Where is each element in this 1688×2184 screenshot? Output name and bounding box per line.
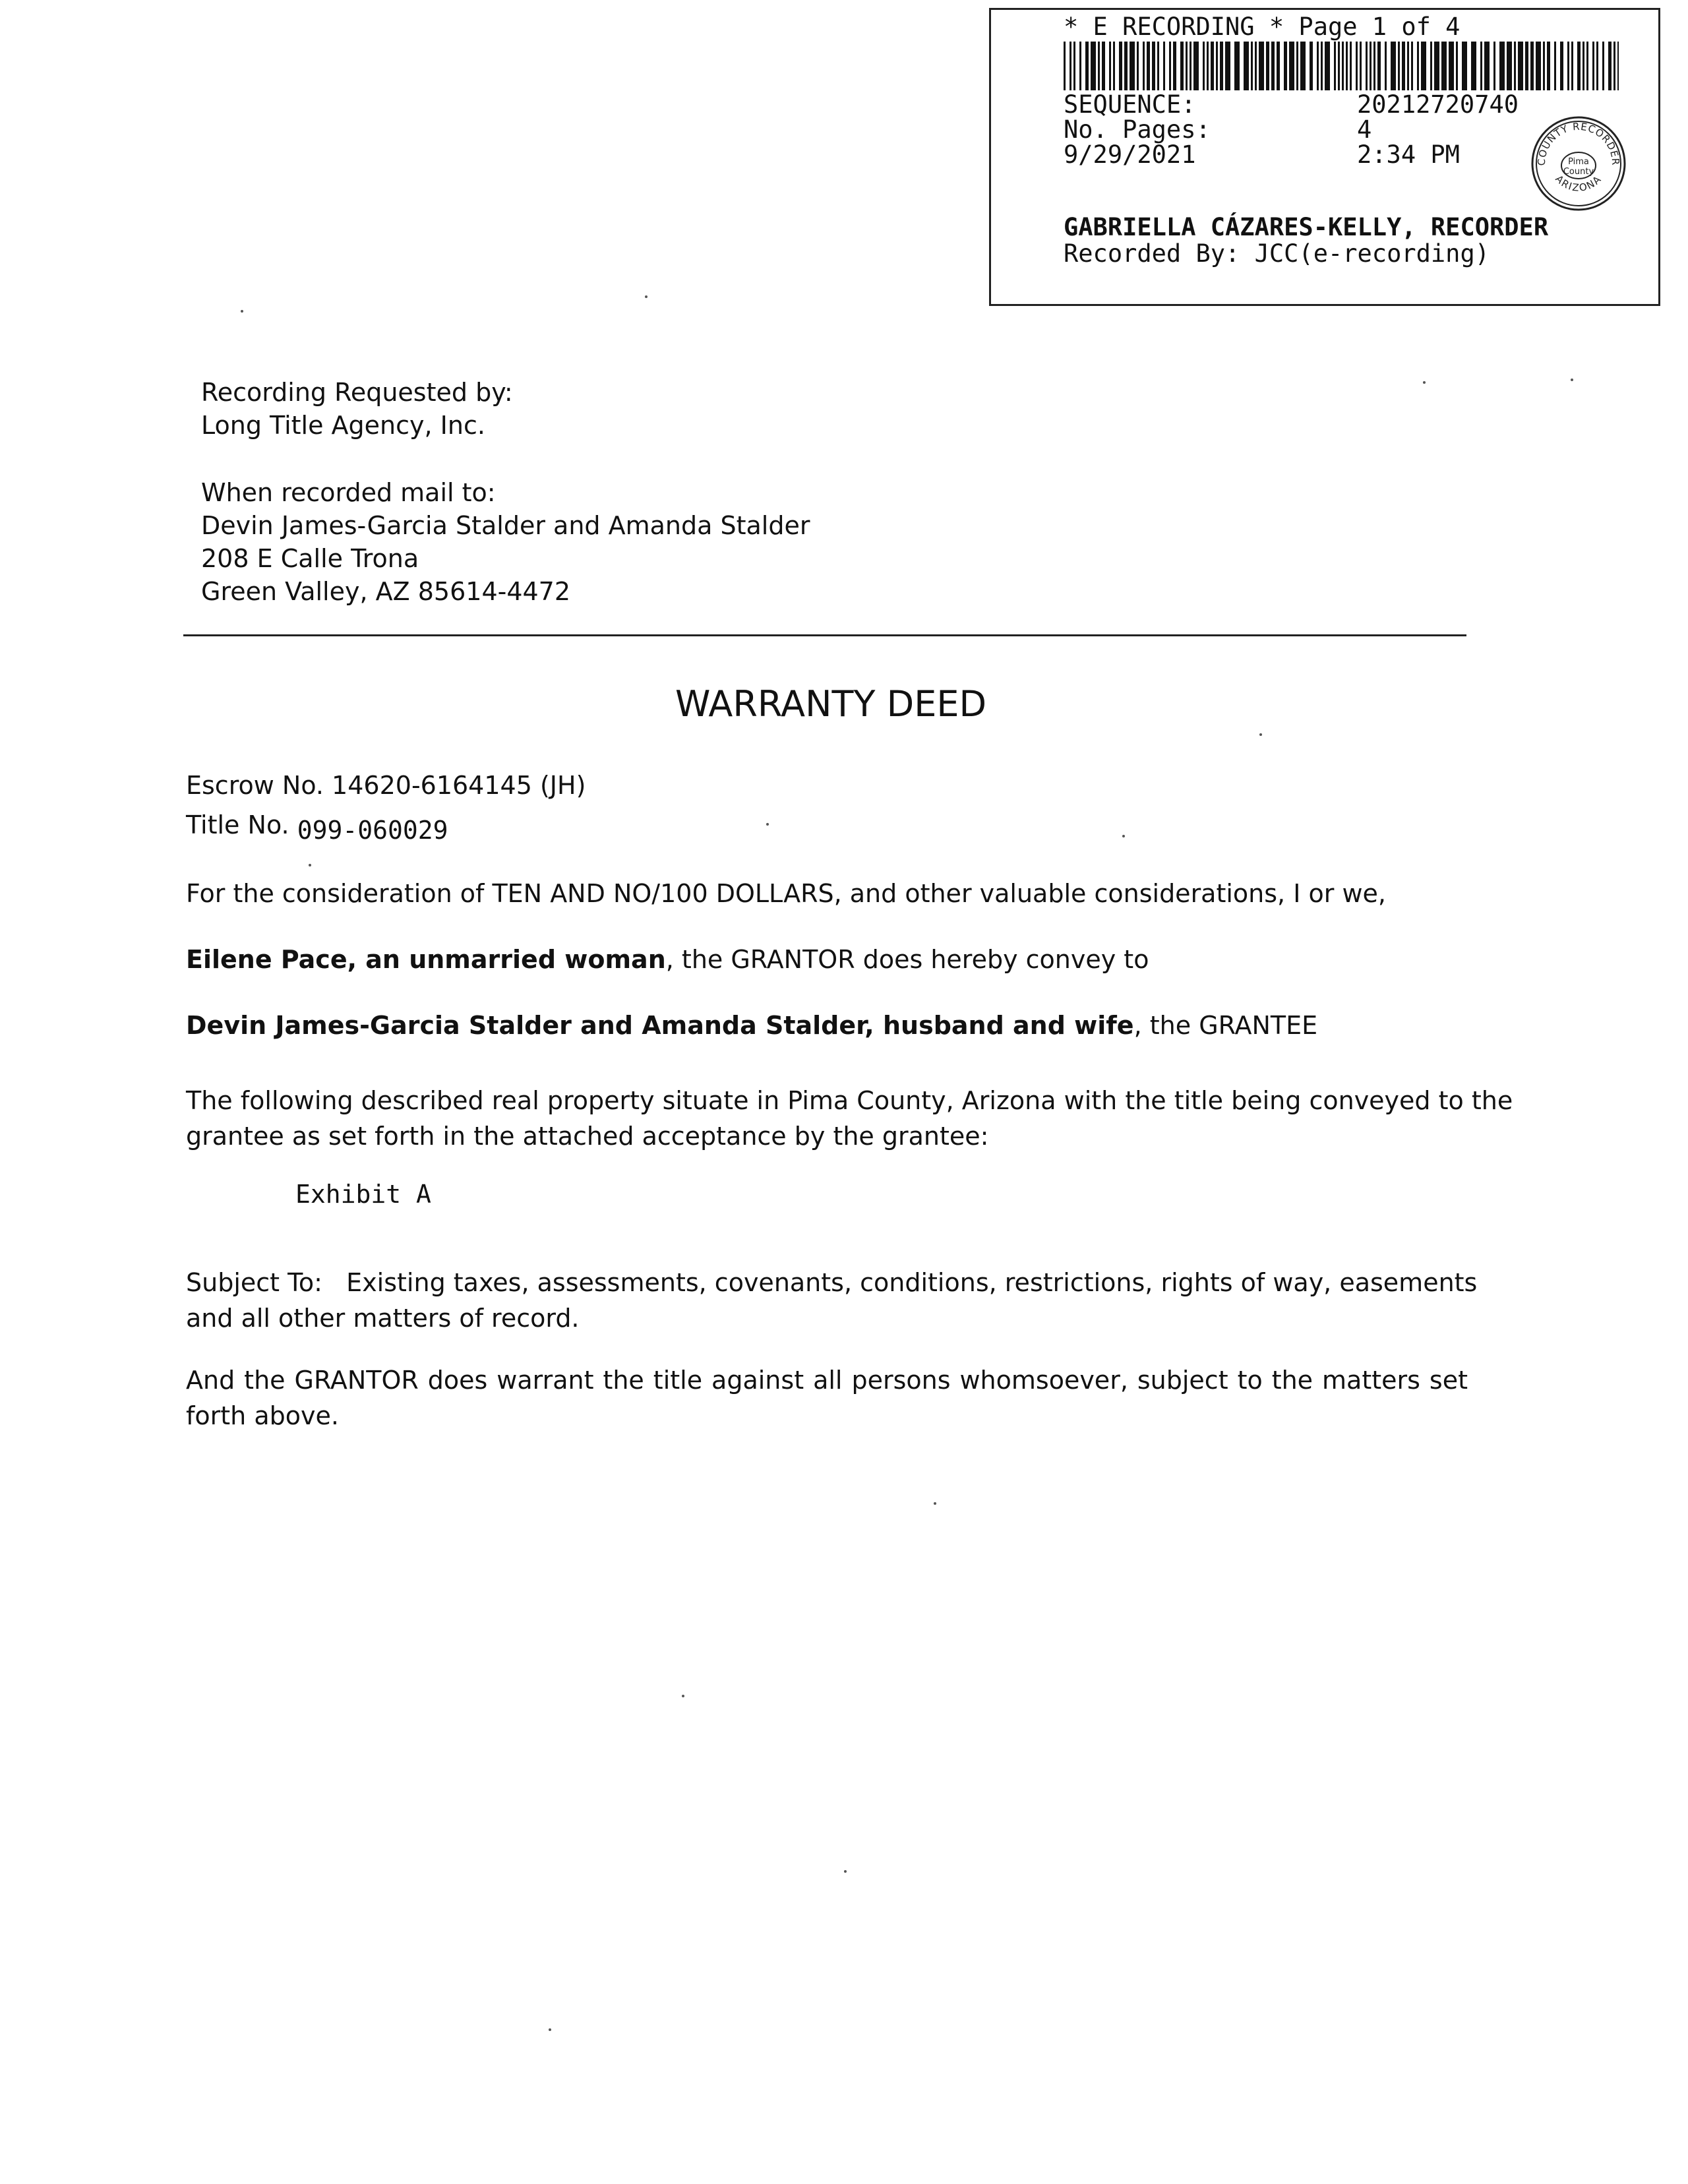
warrant-line-1: And the GRANTOR does warrant the title against all persons whomsoever, subject to the matters set (186, 1366, 1468, 1395)
barcode-bar (1462, 42, 1467, 90)
barcode-bar (1073, 42, 1075, 90)
title-number (186, 808, 448, 845)
scan-speck (682, 1695, 684, 1697)
recorded-by: Recorded By: JCC(e-recording) (1064, 239, 1490, 268)
barcode-bar (1471, 42, 1476, 90)
scan-speck (309, 864, 311, 866)
barcode-bar (1173, 42, 1176, 90)
barcode-bar (1596, 42, 1598, 90)
barcode-bar (1317, 42, 1319, 90)
barcode-bar (1152, 42, 1155, 90)
divider (183, 634, 1466, 636)
barcode-bar (1434, 42, 1439, 90)
pages-label: No. Pages: (1064, 115, 1211, 144)
barcode-bar (1366, 42, 1368, 90)
mail-to-street: 208 E Calle Trona (201, 544, 419, 573)
grantee-line (186, 1009, 1317, 1042)
barcode-bar (1608, 42, 1612, 90)
barcode-icon (1064, 42, 1619, 90)
mail-to-name: Devin James-Garcia Stalder and Amanda Stalder (201, 511, 810, 540)
barcode-bar (1592, 42, 1594, 90)
title-number-value: 099-060029 (297, 816, 448, 845)
barcode-bar (1225, 42, 1230, 90)
mail-to-city: Green Valley, AZ 85614-4472 (201, 577, 571, 606)
barcode-bar (1085, 42, 1089, 90)
barcode-bar (1098, 42, 1100, 90)
property-line-2: grantee as set forth in the attached acceptance by the grantee: (186, 1122, 989, 1151)
scan-speck (1571, 379, 1573, 381)
barcode-bar (1617, 42, 1619, 90)
barcode-bar (1514, 42, 1516, 90)
barcode-bar (1220, 42, 1223, 90)
barcode-bar (1391, 42, 1396, 90)
barcode-bar (1244, 42, 1249, 90)
barcode-bar (1255, 42, 1257, 90)
barcode-bar (1536, 42, 1541, 90)
county-recorder-seal-icon (1530, 115, 1627, 212)
barcode-bar (1234, 42, 1240, 90)
seal-top-text: COUNTY RECORDER (1535, 120, 1622, 166)
scan-speck (766, 823, 769, 826)
barcode-bar (1398, 42, 1400, 90)
recorder-name: GABRIELLA CÁZARES-KELLY, RECORDER (1064, 213, 1549, 241)
barcode-bar (1560, 42, 1563, 90)
grantor-name: Eilene Pace, an unmarried woman (186, 945, 666, 974)
scan-speck (1122, 835, 1125, 837)
barcode-bar (1321, 42, 1323, 90)
barcode-bar (1193, 42, 1199, 90)
barcode-bar (1370, 42, 1372, 90)
subject-to-line-1: Subject To: Existing taxes, assessments, covenants, conditions, restrictions, rights of way, easements (186, 1268, 1478, 1297)
barcode-bar (1310, 42, 1313, 90)
barcode-bar (1137, 42, 1139, 90)
scan-speck (549, 2028, 551, 2031)
barcode-bar (1411, 42, 1413, 90)
barcode-bar (1582, 42, 1584, 90)
barcode-bar (1289, 42, 1294, 90)
barcode-bar (1518, 42, 1523, 90)
recorder-stamp (989, 8, 1660, 306)
page-title: WARRANTY DEED (675, 683, 987, 725)
barcode-bar (1346, 42, 1348, 90)
consideration-text: For the consideration of TEN AND NO/100 DOLLARS, and other valuable considerations, I or we, (186, 879, 1386, 908)
barcode-bar (1109, 42, 1111, 90)
barcode-bar (1091, 42, 1096, 90)
barcode-bar (1586, 42, 1588, 90)
subject-to-line-2: and all other matters of record. (186, 1304, 580, 1333)
barcode-bar (1567, 42, 1569, 90)
barcode-bar (1493, 42, 1495, 90)
record-time: 2:34 PM (1357, 140, 1460, 169)
requested-by: Long Title Agency, Inc. (201, 411, 485, 440)
barcode-bar (1350, 42, 1352, 90)
barcode-bar (1119, 42, 1122, 90)
barcode-bar (1216, 42, 1218, 90)
seal-bottom-text: ARIZONA (1553, 173, 1604, 195)
barcode-bar (1147, 42, 1150, 90)
barcode-bar (1373, 42, 1375, 90)
barcode-bar (1277, 42, 1280, 90)
property-line-1: The following described real property situate in Pima County, Arizona with the title being conveyed to the (186, 1086, 1513, 1115)
requested-by-label: Recording Requested by: (201, 378, 513, 407)
barcode-bar (1157, 42, 1159, 90)
barcode-bar (1338, 42, 1340, 90)
barcode-bar (1259, 42, 1264, 90)
barcode-bar (1143, 42, 1145, 90)
escrow-number: Escrow No. 14620-6164145 (JH) (186, 771, 586, 800)
barcode-bar (1284, 42, 1287, 90)
barcode-bar (1300, 42, 1306, 90)
barcode-bar (1402, 42, 1405, 90)
scan-speck (844, 1870, 847, 1873)
barcode-bar (1334, 42, 1336, 90)
barcode-bar (1203, 42, 1205, 90)
scan-speck (645, 295, 648, 298)
grantee-rest: , the GRANTEE (1133, 1011, 1318, 1040)
record-date: 9/29/2021 (1064, 140, 1196, 169)
barcode-bar (1180, 42, 1184, 90)
barcode-bar (1124, 42, 1128, 90)
barcode-bar (1266, 42, 1269, 90)
barcode-bar (1577, 42, 1581, 90)
barcode-bar (1441, 42, 1447, 90)
warrant-line-2: forth above. (186, 1401, 339, 1430)
grantee-name: Devin James-Garcia Stalder and Amanda Stalder, husband and wife (186, 1011, 1134, 1040)
barcode-bar (1613, 42, 1615, 90)
barcode-bar (1360, 42, 1362, 90)
scan-speck (241, 310, 243, 313)
barcode-bar (1356, 42, 1358, 90)
seal-center-line2: County (1563, 167, 1594, 177)
barcode-bar (1079, 42, 1081, 90)
barcode-bar (1385, 42, 1387, 90)
barcode-bar (1325, 42, 1330, 90)
barcode-bar (1102, 42, 1105, 90)
barcode-bar (1342, 42, 1344, 90)
barcode-bar (1190, 42, 1191, 90)
barcode-bar (1571, 42, 1573, 90)
grantor-rest: , the GRANTOR does hereby convey to (665, 945, 1149, 974)
barcode-bar (1430, 42, 1432, 90)
barcode-bar (1456, 42, 1458, 90)
barcode-bar (1163, 42, 1165, 90)
sequence-value: 20212720740 (1357, 90, 1519, 119)
barcode-bar (1484, 42, 1490, 90)
pages-value: 4 (1357, 115, 1372, 144)
barcode-bar (1543, 42, 1545, 90)
barcode-bar (1296, 42, 1298, 90)
barcode-bar (1602, 42, 1604, 90)
barcode-bar (1530, 42, 1534, 90)
scan-speck (1423, 381, 1426, 384)
barcode-bar (1480, 42, 1482, 90)
barcode-bar (1407, 42, 1409, 90)
exhibit-reference: Exhibit A (295, 1180, 431, 1209)
grantor-line (186, 943, 1149, 976)
barcode-bar (1547, 42, 1550, 90)
barcode-bar (1377, 42, 1381, 90)
barcode-bar (1499, 42, 1505, 90)
barcode-bar (1449, 42, 1454, 90)
barcode-bar (1507, 42, 1512, 90)
scan-speck (1259, 733, 1262, 736)
barcode-bar (1271, 42, 1275, 90)
barcode-bar (1070, 42, 1071, 90)
barcode-bar (1169, 42, 1171, 90)
sequence-label: SEQUENCE: (1064, 90, 1196, 119)
barcode-bar (1421, 42, 1426, 90)
mail-to-label: When recorded mail to: (201, 478, 496, 507)
barcode-bar (1525, 42, 1528, 90)
barcode-bar (1113, 42, 1115, 90)
barcode-bar (1251, 42, 1253, 90)
barcode-bar (1064, 42, 1066, 90)
seal-center-line1: Pima (1568, 157, 1589, 167)
scan-speck (934, 1502, 936, 1505)
barcode-bar (1207, 42, 1209, 90)
barcode-bar (1417, 42, 1419, 90)
barcode-bar (1554, 42, 1556, 90)
barcode-bar (1130, 42, 1135, 90)
barcode-bar (1211, 42, 1214, 90)
stamp-header: * E RECORDING * Page 1 of 4 (1064, 13, 1461, 41)
barcode-bar (1186, 42, 1188, 90)
title-number-label: Title No. (186, 810, 289, 839)
